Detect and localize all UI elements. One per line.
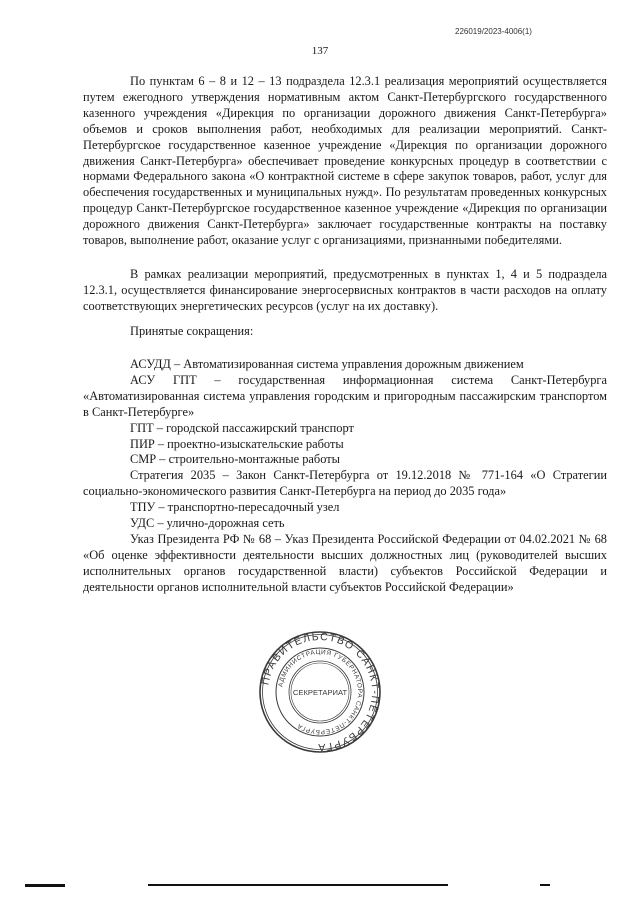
abbreviations-heading-block bbox=[83, 324, 607, 340]
abbreviations-list bbox=[83, 357, 607, 596]
paragraph-text: По пунктам 6 – 8 и 12 – 13 подраздела 12.3.1 реализация мероприятий осуществляется путем ежегодного утверждения нормативным актом Санкт-Петербургского государственного казенного учреждения «Дирекция по организации дорожного движения Санкт-Петербурга» объемов и сроков выполнения работ, необходимых для реализации мероприятий. Санкт-Петербургское государственное казенное учреждение «Дирекция по организации дорожного движения Санкт-Петербурга» обеспечивает проведение конкурсных процедур в соответствии с нормами Федерального закона «О контрактной системе в сфере закупок товаров, работ, услуг для обеспечения государственных и муниципальных нужд». По результатам проведенных конкурсных процедур Санкт-Петербургское государственное казенное учреждение «Дирекция по организации дорожного движения Санкт-Петербурга» заключает государственные контракты на поставку товаров, выполнение работ, оказание услуг с организациями, признанными победителями. bbox=[83, 74, 607, 248]
footer-rule bbox=[148, 884, 448, 886]
abbreviation-item: УДС – улично-дорожная сеть bbox=[130, 516, 285, 531]
abbreviations-heading: Принятые сокращения: bbox=[130, 324, 254, 338]
abbreviation-item: ТПУ – транспортно-пересадочный узел bbox=[130, 500, 340, 515]
paragraph-implementation-procedure bbox=[83, 74, 607, 249]
paragraph-energy-service-contracts bbox=[83, 267, 607, 315]
abbreviation-item: ГПТ – городской пассажирский транспорт bbox=[130, 420, 354, 435]
abbreviation-item: АСУДД – Автоматизированная система управления дорожным движением bbox=[130, 357, 524, 371]
document-id: 226019/2023-4006(1) bbox=[455, 27, 532, 36]
abbreviation-item: Указ Президента РФ № 68 – Указ Президента Российской Федерации от 04.02.2021 № 68 «Об оценке эффективности деятельности высших должностных лиц (руководителей высших исполнительных органов государственной власти) субъектов Российской Федерации и деятельности органов исполнительной власти субъектов Российской Федерации» bbox=[83, 531, 607, 594]
abbreviation-item: АСУ ГПТ – государственная информационная система Санкт-Петербурга «Автоматизированная система управления городским и пригородным пассажирским транспортом в Санкт-Петербурге» bbox=[83, 372, 607, 419]
abbreviation-item: Стратегия 2035 – Закон Санкт-Петербурга от 19.12.2018 № 771-164 «О Стратегии социально-экономического развития Санкт-Петербурга на период до 2035 года» bbox=[83, 468, 607, 499]
footer-rule bbox=[25, 884, 65, 887]
paragraph-text: В рамках реализации мероприятий, предусмотренных в пунктах 1, 4 и 5 подраздела 12.3.1, осуществляется финансирование энергосервисных контрактов в части расходов на оплату соответствующих энергетических ресурсов (услуг на их доставку). bbox=[83, 267, 607, 313]
page-number: 137 bbox=[311, 45, 329, 57]
footer-rule bbox=[540, 884, 550, 886]
official-seal-stamp bbox=[258, 630, 382, 754]
seal-center-text: СЕКРЕТАРИАТ bbox=[292, 688, 348, 697]
abbreviation-item: СМР – строительно-монтажные работы bbox=[130, 452, 340, 467]
abbreviation-item: ПИР – проектно-изыскательские работы bbox=[130, 436, 344, 451]
seal-outer-text: ПРАВИТЕЛЬСТВО САНКТ-ПЕТЕРБУРГА bbox=[259, 630, 382, 754]
seal-icon bbox=[258, 630, 382, 754]
seal-inner-text: АДМИНИСТРАЦИЯ ГУБЕРНАТОРА САНКТ-ПЕТЕРБУРГА bbox=[277, 648, 364, 736]
